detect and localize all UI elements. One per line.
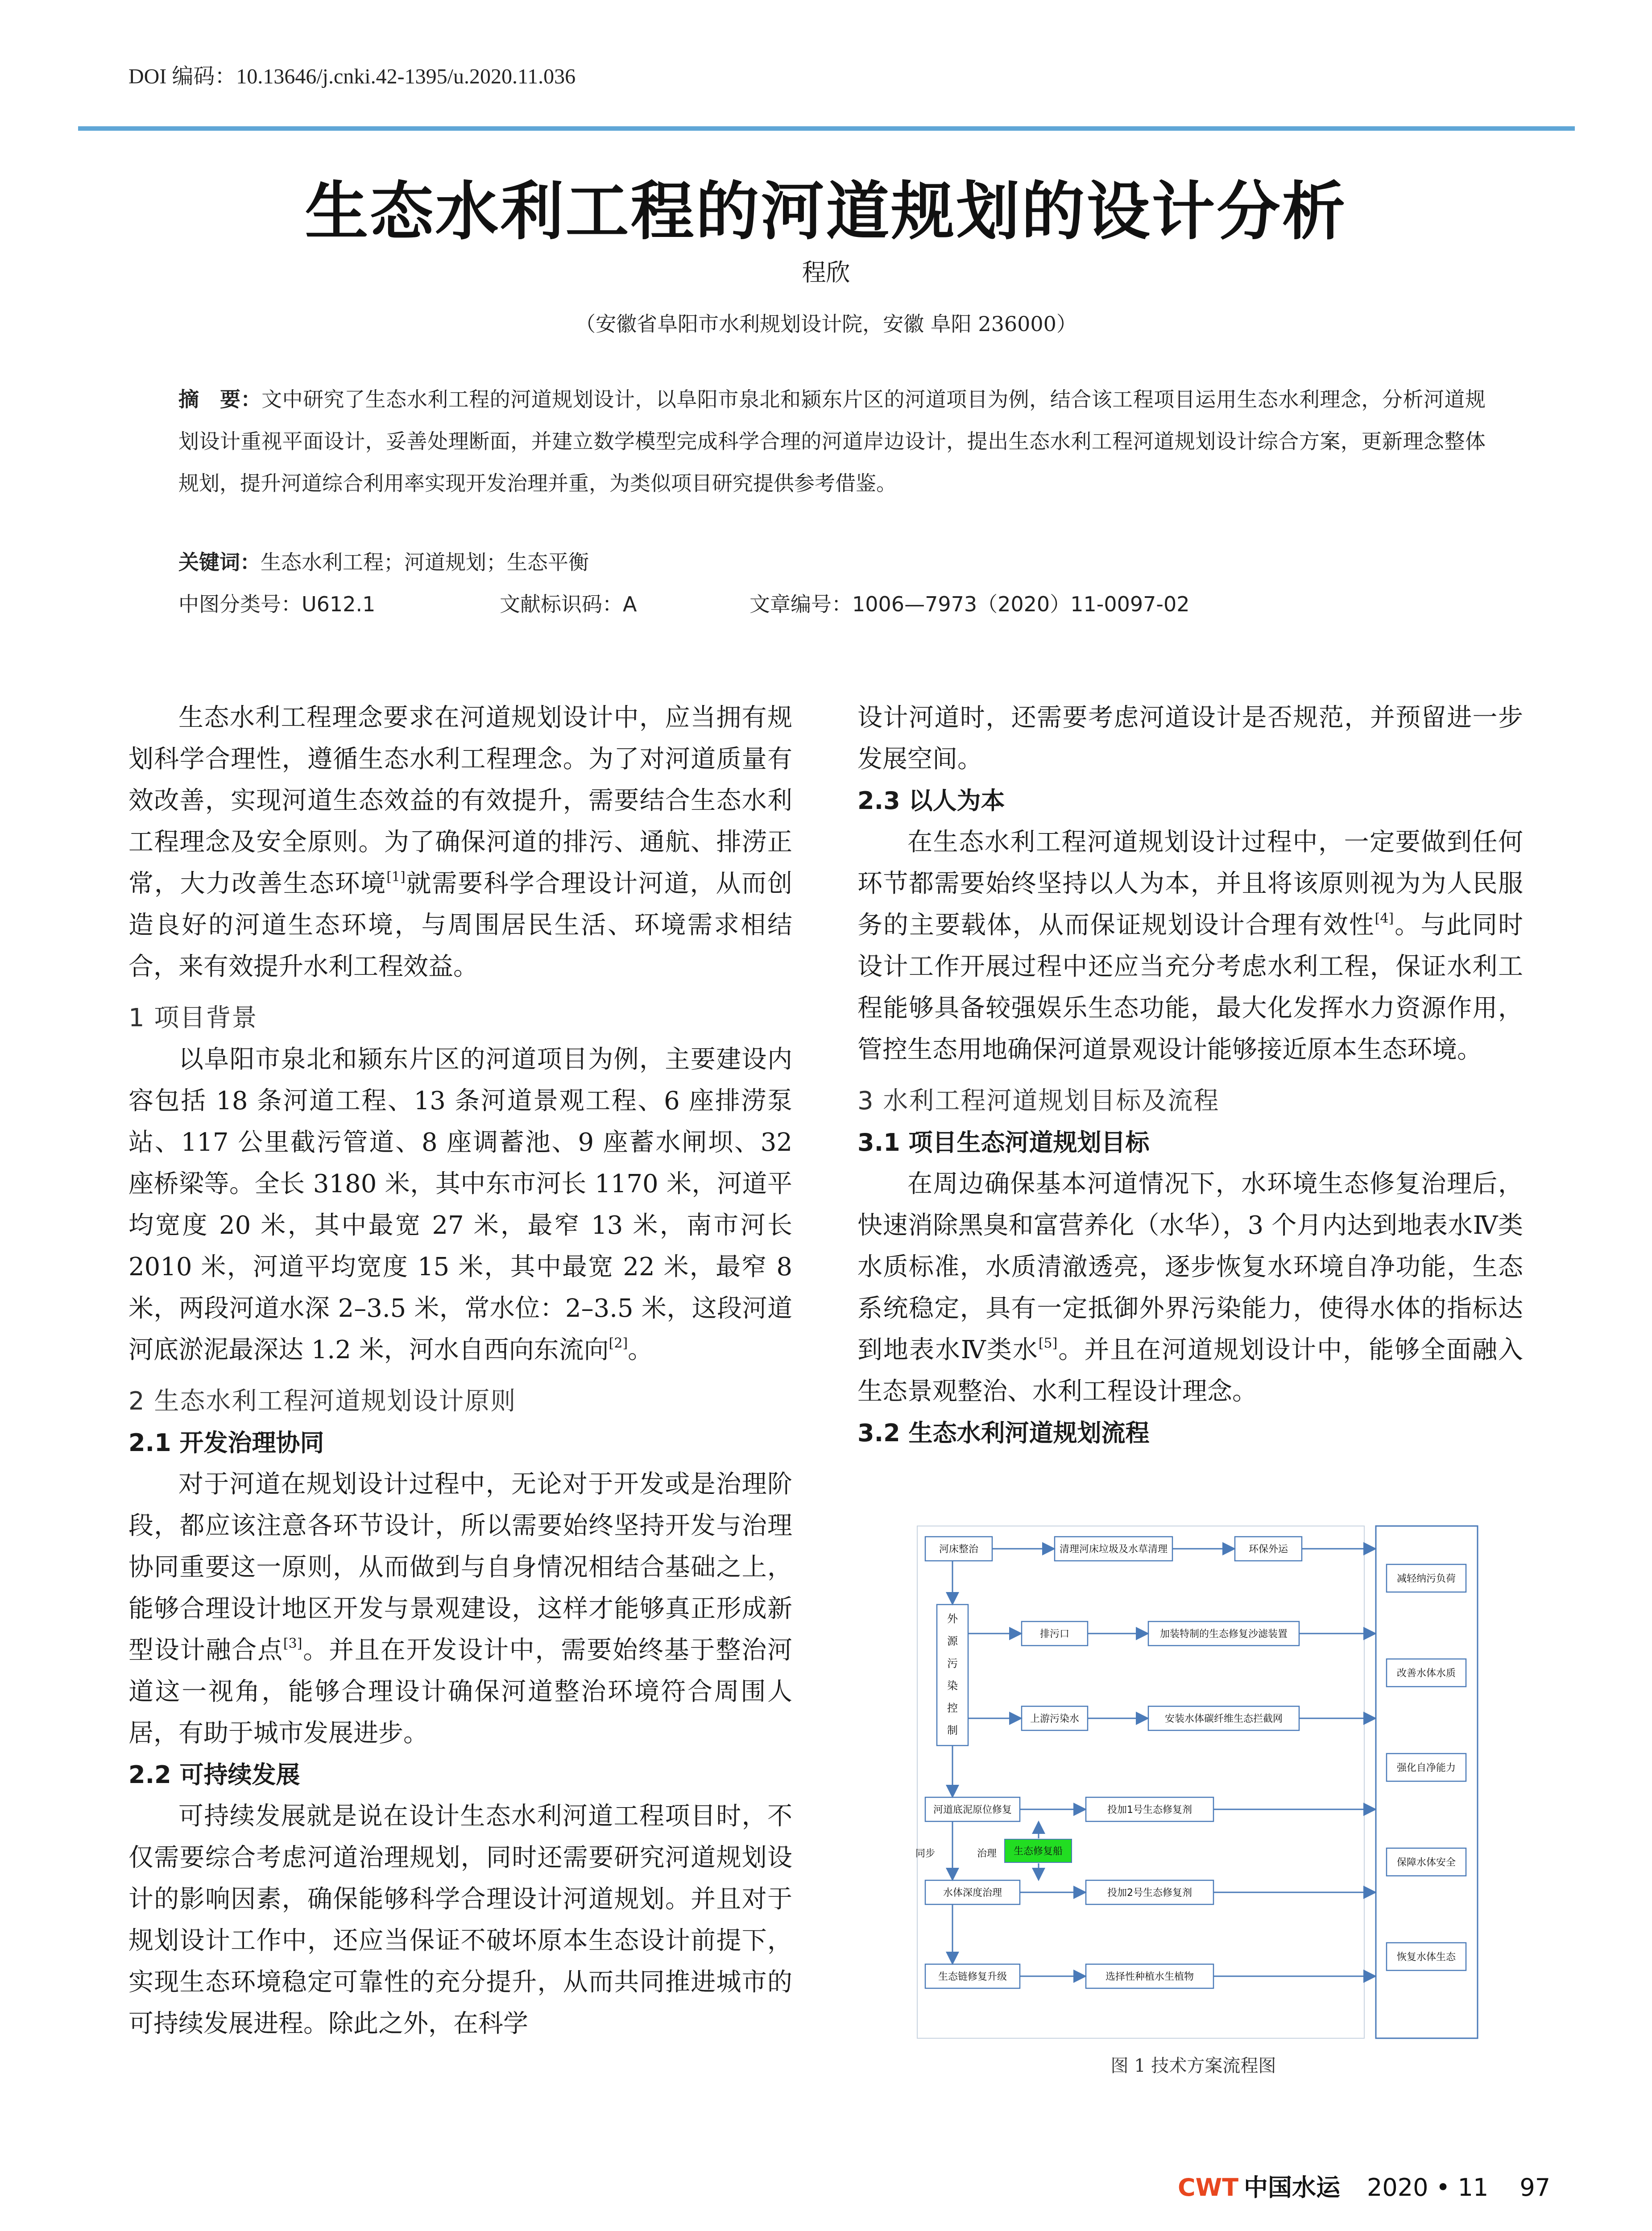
- node-label: 投加1号生态修复剂: [1107, 1804, 1192, 1816]
- author: 程欣: [802, 258, 850, 286]
- outside-label-char: 控: [947, 1702, 958, 1714]
- node-label: 改善水体水质: [1396, 1668, 1456, 1679]
- citation: [4]: [1375, 911, 1394, 926]
- node-label: 排污口: [1039, 1629, 1070, 1640]
- header-rule: [78, 126, 1575, 131]
- node-label: 水体深度治理: [943, 1887, 1002, 1899]
- section-2-3-heading: 2.3 以人为本: [857, 787, 1005, 815]
- node-label: 清理河床垃圾及水草清理: [1059, 1544, 1168, 1555]
- article-title: 生态水利工程的河道规划的设计分析: [305, 175, 1347, 249]
- section-3-1-heading: 3.1 项目生态河道规划目标: [857, 1128, 1150, 1157]
- journal-name: 中国水运: [1244, 2173, 1341, 2202]
- section-2-3-paragraph: 在生态水利工程河道规划设计过程中，一定要做到任何环节都需要始终坚持以人为本，并且将该原则视为为人民服务的主要载体，从而保证规划设计合理有效性[4]。与此同时设计工作开展过程中还应当充分考虑水利工程，保证水利工程能够具备较强娱乐生态功能，最大化发挥水力资源作用，管控生态用地确保河道景观设计能够接近原本生态环境。: [857, 828, 1524, 1064]
- clc-number: 中图分类号：U612.1: [178, 592, 376, 616]
- abstract-label: 摘 要：: [178, 387, 262, 411]
- section-2-heading: 2 生态水利工程河道规划设计原则: [128, 1387, 517, 1416]
- abstract: [178, 378, 1486, 504]
- section-2-2-continued: 设计河道时，还需要考虑河道设计是否规范，并预留进一步发展空间。: [857, 703, 1523, 774]
- node-label: 河道底泥原位修复: [933, 1804, 1012, 1816]
- node-label: 安装水体碳纤维生态拦截网: [1164, 1713, 1283, 1725]
- node-label: 治理: [977, 1848, 997, 1859]
- node-label: 选择性种植水生植物: [1105, 1971, 1194, 1982]
- flowchart-figure: [907, 1524, 1479, 2043]
- node-label: 河床整治: [939, 1544, 979, 1555]
- node-label: 同步: [915, 1848, 936, 1859]
- left-column: [128, 697, 792, 2044]
- issue: 2020 • 11: [1367, 2173, 1489, 2202]
- node-label: 生态修复船: [1013, 1846, 1063, 1857]
- outside-label-char: 制: [947, 1724, 958, 1737]
- outside-label-char: 外: [947, 1613, 958, 1625]
- section-1-paragraph: 以阜阳市泉北和颍东片区的河道项目为例，主要建设内容包括 18 条河道工程、13 条河道景观工程、6 座排涝泵站、117 公里截污管道、8 座调蓄池、9 座蓄水闸坝、32 座桥梁等。全长 3180 米，其中东市河长 1170 米，河道平均宽度 20 米，其中最宽 27 米，最窄 13 米，南市河长 2010 米，河道平均宽度 15 米，其中最宽 22 米，最窄 8 米，两段河道水深 2–3.5 米，常水位：2–3.5 米，这段河道河底淤泥最深达 1.2 米，河水自西向东流向[2]。: [128, 1045, 792, 1364]
- article-number: 文章编号：1006—7973（2020）11-0097-02: [749, 592, 1190, 616]
- section-3-2-heading: 3.2 生态水利河道规划流程: [857, 1419, 1150, 1447]
- document-code: 文献标识码：A: [500, 592, 637, 616]
- outside-label-char: 染: [947, 1679, 958, 1692]
- outside-label-char: 源: [947, 1635, 958, 1647]
- citation: [5]: [1038, 1335, 1058, 1351]
- node-label: 生态链修复升级: [938, 1971, 1007, 1982]
- outside-label-char: 污: [947, 1657, 958, 1670]
- node-label: 投加2号生态修复剂: [1107, 1887, 1192, 1899]
- section-3-1-paragraph: 在周边确保基本河道情况下，水环境生态修复治理后，快速消除黑臭和富营养化（水华），3 个月内达到地表水Ⅳ类水质标准，水质清澈透亮，逐步恢复水环境自净功能，生态系统稳定，具有一定抵御外界污染能力，使得水体的指标达到地表水Ⅳ类水[5]。并且在河道规划设计中，能够全面融入生态景观整治、水利工程设计理念。: [857, 1169, 1524, 1406]
- keywords-text: 生态水利工程；河道规划；生态平衡: [261, 550, 589, 574]
- intro-paragraph: 生态水利工程理念要求在河道规划设计中，应当拥有规划科学合理性，遵循生态水利工程理念。为了对河道质量有效改善，实现河道生态效益的有效提升，需要结合生态水利工程理念及安全原则。为了确保河道的排污、通航、排涝正常，大力改善生态环境[1]就需要科学合理设计河道，从而创造良好的河道生态环境，与周围居民生活、环境需求相结合，来有效提升水利工程效益。: [128, 703, 793, 981]
- classification-line: [178, 588, 1190, 618]
- section-2-1-paragraph: 对于河道在规划设计过程中，无论对于开发或是治理阶段，都应该注意各环节设计，所以需要始终坚持开发与治理协同重要这一原则，从而做到与自身情况相结合基础之上，能够合理设计地区开发与景观建设，这样才能够真正形成新型设计融合点[3]。并且在开发设计中，需要始终基于整治河道这一视角，能够合理设计确保河道整治环境符合周围人居，有助于城市发展进步。: [128, 1470, 793, 1748]
- node-label: 强化自净能力: [1396, 1762, 1456, 1774]
- page-footer: [1178, 2169, 1550, 2203]
- brand-logo: CWT: [1178, 2173, 1239, 2202]
- abstract-text: 文中研究了生态水利工程的河道规划设计，以阜阳市泉北和颍东片区的河道项目为例，结合该工程项目运用生态水利理念，分析河道规划设计重视平面设计，妥善处理断面，并建立数学模型完成科学合理的河道岸边设计，提出生态水利工程河道规划设计综合方案，更新理念整体规划，提升河道综合利用率实现开发治理并重，为类似项目研究提供参考借鉴。: [178, 387, 1486, 495]
- node-label: 环保外运: [1248, 1544, 1288, 1555]
- doi-line: DOI 编码：10.13646/j.cnki.42-1395/u.2020.11.036: [128, 65, 576, 88]
- section-3-heading: 3 水利工程河道规划目标及流程: [857, 1086, 1220, 1116]
- section-1-heading: 1 项目背景: [128, 1004, 258, 1033]
- node-label: 上游污染水: [1030, 1713, 1080, 1725]
- page-number: 97: [1520, 2173, 1551, 2202]
- node-label: 加装特制的生态修复沙滤装置: [1159, 1629, 1288, 1640]
- right-column: [857, 697, 1523, 1454]
- citation: [1]: [386, 869, 406, 885]
- affiliation: （安徽省阜阳市水利规划设计院，安徽 阜阳 236000）: [575, 312, 1077, 336]
- node-label: 减轻纳污负荷: [1396, 1573, 1456, 1584]
- keywords: [178, 546, 589, 576]
- section-2-2-paragraph: 可持续发展就是说在设计生态水利河道工程项目时，不仅需要综合考虑河道治理规划，同时还需要研究河道规划设计的影响因素，确保能够科学合理设计河道规划。并且对于规划设计工作中，还应当保证不破坏原本生态设计前提下，实现生态环境稳定可靠性的充分提升，从而共同推进城市的可持续发展进程。除此之外，在科学: [128, 1802, 792, 2038]
- keywords-label: 关键词：: [178, 550, 261, 574]
- section-2-2-heading: 2.2 可持续发展: [128, 1761, 300, 1789]
- citation: [2]: [609, 1335, 628, 1351]
- citation: [3]: [283, 1636, 302, 1651]
- section-2-1-heading: 2.1 开发治理协同: [128, 1429, 324, 1457]
- node-label: 保障水体安全: [1396, 1857, 1456, 1868]
- node-label: 恢复水体生态: [1396, 1952, 1456, 1963]
- figure-caption: 图 1 技术方案流程图: [1110, 2056, 1276, 2076]
